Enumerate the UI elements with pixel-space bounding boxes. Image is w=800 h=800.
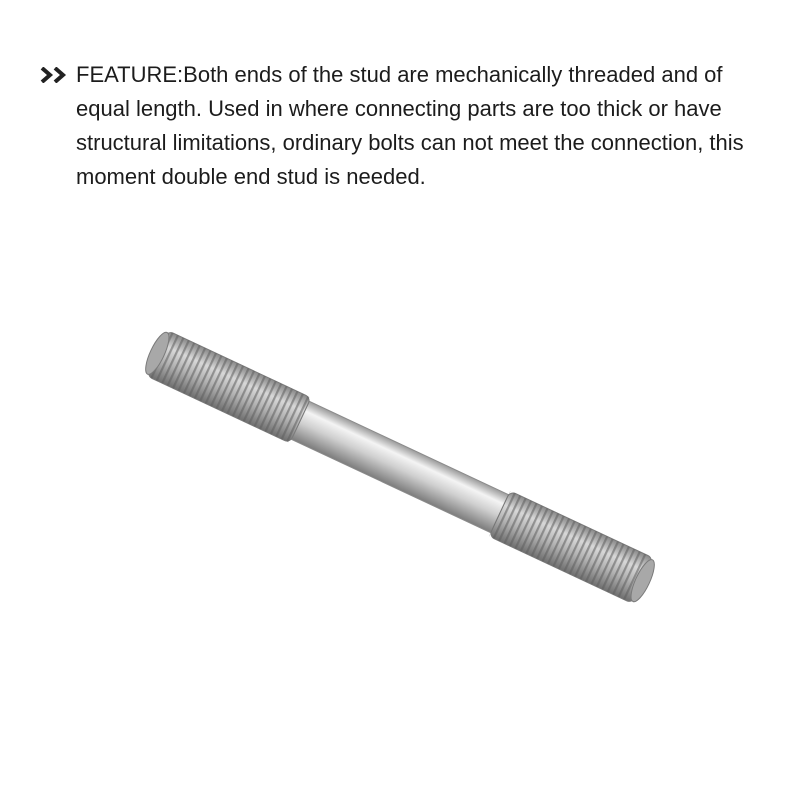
feature-description: FEATURE:Both ends of the stud are mechanically threaded and of equal length. Used in where connecting parts are too thick or have structural limitations, ordinary bolts can not meet the connection, this moment double end stud is needed. bbox=[76, 62, 744, 189]
left-thread bbox=[147, 331, 311, 443]
right-thread bbox=[489, 491, 653, 603]
stud-shank bbox=[291, 401, 508, 532]
